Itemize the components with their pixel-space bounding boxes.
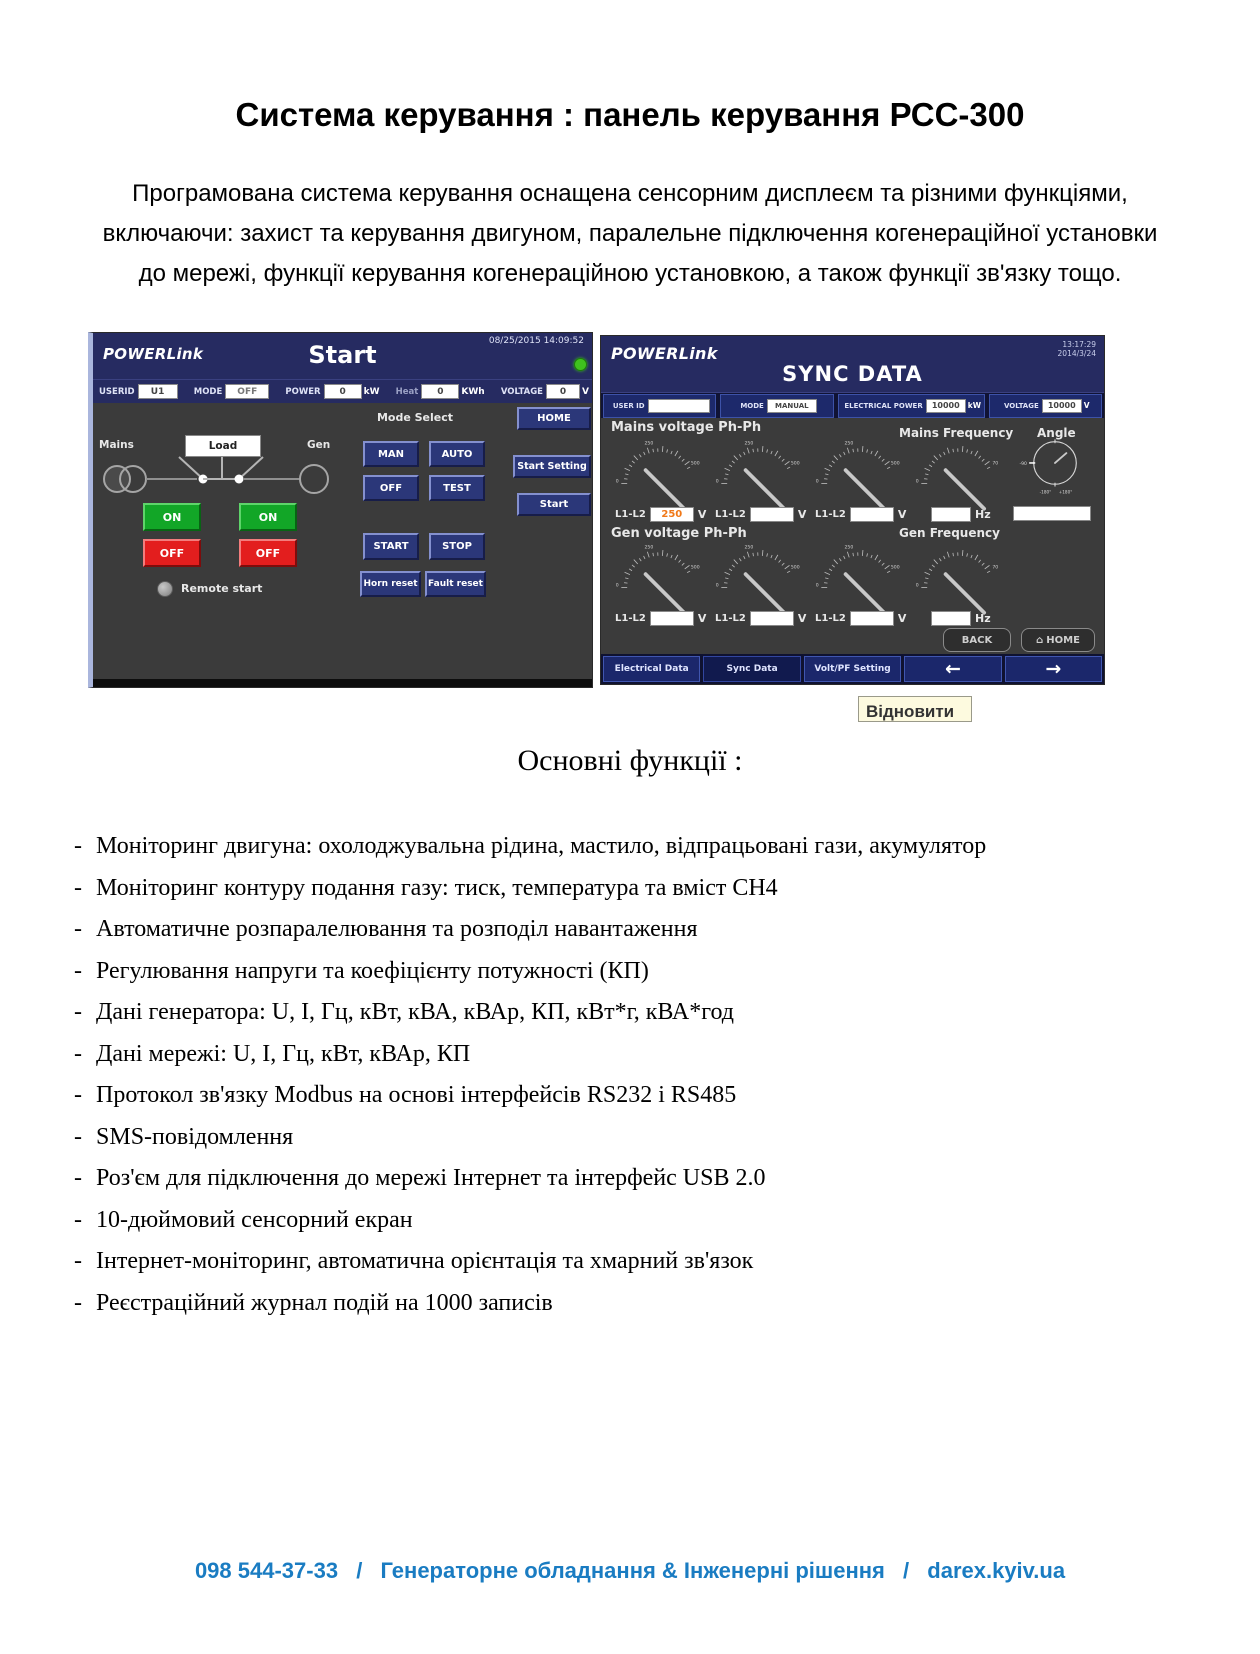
gen-frequency-input[interactable]: [931, 611, 971, 626]
svg-text:0: 0: [915, 583, 919, 589]
home-button[interactable]: HOME: [517, 407, 591, 430]
svg-text:500: 500: [890, 461, 900, 467]
voltage-label: VOLTAGE: [1004, 401, 1039, 410]
list-item: - Моніторинг двигуна: охолоджувальна рідина, мастило, відпрацьовані гази, акумулятор: [74, 833, 987, 859]
datetime-display: [1058, 340, 1096, 358]
start-setting-button[interactable]: Start Setting: [513, 455, 591, 478]
voltage-unit: V: [1083, 401, 1090, 410]
phase-label: L1-L2: [615, 612, 646, 624]
sync-tab-bar: [601, 654, 1104, 684]
mains-voltage-gauge-2: [713, 440, 805, 502]
features-list: [74, 826, 1204, 1324]
svg-text:500: 500: [890, 565, 900, 571]
volt-unit: V: [697, 611, 707, 625]
mode-input[interactable]: MANUAL: [767, 399, 817, 413]
gen-breaker-off-button[interactable]: OFF: [239, 539, 297, 567]
svg-text:250: 250: [644, 545, 654, 551]
auto-button[interactable]: AUTO: [429, 441, 485, 467]
mains-l1l2-input-2[interactable]: [750, 507, 794, 522]
start-button[interactable]: START: [363, 533, 419, 560]
list-item: - Дані генератора: U, I, Гц, кВт, кВА, кВАр, КП, кВт*г, кВА*год: [74, 999, 734, 1025]
footer-phone: 098 544-37-33: [194, 1558, 339, 1583]
svg-text:500: 500: [690, 565, 700, 571]
home-button[interactable]: ⌂ HOME: [1021, 628, 1095, 652]
svg-text:0: 0: [915, 479, 919, 485]
svg-text:0: 0: [815, 479, 819, 485]
svg-text:-180°: -180°: [1039, 489, 1052, 495]
svg-text:-90: -90: [1019, 461, 1027, 467]
mains-frequency-input[interactable]: [931, 507, 971, 522]
svg-text:+180°: +180°: [1058, 489, 1073, 495]
prev-page-arrow-icon[interactable]: ←: [904, 656, 1001, 682]
mains-breaker-off-button[interactable]: OFF: [143, 539, 201, 567]
mains-label: Mains: [99, 439, 134, 451]
mains-l1l2-input-3[interactable]: [850, 507, 894, 522]
list-item: - 10-дюймовий сенсорний екран: [74, 1206, 413, 1233]
svg-text:0: 0: [815, 583, 819, 589]
mains-voltage-gauge-3: [813, 440, 905, 502]
freq-unit: Hz: [975, 507, 991, 521]
intro-paragraph: Програмована система керування оснащена сенсорним дисплеєм та різними функціями, включаючи: захист та керування двигуном, паралельне підключення когенераційної установки до мережі, функції керування когенераційною установкою, а також функції зв'язку тощо.: [102, 180, 1158, 287]
sync-status-bar: [601, 392, 1104, 418]
status-indicator-green: [574, 358, 587, 371]
page-title: Система керування : панель керування РСС-300: [235, 96, 1025, 134]
gen-breaker-on-button[interactable]: ON: [239, 503, 297, 531]
gen-voltage-gauge-3: [813, 544, 905, 606]
electrical-power-unit: kW: [967, 401, 981, 410]
power-input[interactable]: 0: [324, 384, 362, 399]
list-item: - Реєстраційний журнал подій на 1000 записів: [74, 1289, 553, 1316]
sync-screen-title: SYNC DATA: [782, 362, 923, 386]
footer-separator: /: [356, 1558, 363, 1583]
volt-unit: V: [797, 507, 807, 521]
user-id-label: USER ID: [612, 401, 645, 410]
voltage-unit: V: [581, 386, 589, 397]
start-status-bar: [93, 379, 592, 403]
start-bottom-strip: [93, 679, 592, 687]
tab-electrical-data[interactable]: Electrical Data: [603, 656, 700, 682]
gen-voltage-gauge-2: [713, 544, 805, 606]
powerlink-logo: POWERLink: [611, 344, 718, 363]
phase-label: L1-L2: [815, 508, 846, 520]
mains-breaker-on-button[interactable]: ON: [143, 503, 201, 531]
list-item: - Інтернет-моніторинг, автоматична орієнтація та хмарний зв'язок: [74, 1248, 754, 1274]
volt-unit: V: [897, 507, 907, 521]
fault-reset-button[interactable]: Fault reset: [425, 571, 486, 597]
voltage-label: VOLTAGE: [500, 386, 543, 397]
tab-sync-data[interactable]: Sync Data: [703, 656, 800, 682]
userid-input[interactable]: U1: [138, 384, 178, 399]
man-button[interactable]: MAN: [363, 441, 419, 467]
mode-label: MODE: [193, 386, 223, 397]
remote-start-indicator: [157, 581, 173, 597]
gen-voltage-gauge-1: [613, 544, 705, 606]
svg-text:250: 250: [844, 545, 854, 551]
page-footer: [0, 1558, 1260, 1584]
svg-text:250: 250: [744, 545, 754, 551]
mains-frequency-section-label: Mains Frequency: [899, 426, 1014, 440]
voltage-input[interactable]: 10000: [1042, 399, 1082, 413]
gen-label: Gen: [307, 439, 331, 451]
angle-input[interactable]: [1013, 506, 1091, 521]
heat-unit: KWh: [461, 386, 485, 397]
powerlink-logo: POWERLink: [103, 345, 204, 363]
sync-header: [601, 336, 1104, 392]
power-unit: kW: [363, 386, 380, 397]
electrical-power-label: ELECTRICAL POWER: [844, 401, 923, 410]
footer-site-link[interactable]: darex.kyiv.ua: [927, 1558, 1066, 1583]
heat-input[interactable]: 0: [421, 384, 459, 399]
next-page-arrow-icon[interactable]: →: [1005, 656, 1102, 682]
phase-label: L1-L2: [815, 612, 846, 624]
mains-frequency-gauge: [913, 440, 1005, 502]
list-item: - Моніторинг контуру подання газу: тиск, температура та вміст CH4: [74, 874, 778, 901]
svg-text:0: 0: [715, 583, 719, 589]
back-button[interactable]: BACK: [943, 628, 1011, 652]
phase-label: L1-L2: [715, 508, 746, 520]
list-item: - SMS-повідомлення: [74, 1123, 294, 1150]
home-icon: ⌂: [1036, 634, 1044, 646]
remote-start-label: Remote start: [181, 582, 263, 595]
power-label: POWER: [285, 386, 321, 397]
gen-voltage-section-label: Gen voltage Ph-Ph: [611, 526, 747, 541]
gen-frequency-section-label: Gen Frequency: [899, 526, 1000, 540]
start-side-button[interactable]: Start: [517, 493, 591, 516]
svg-text:250: 250: [644, 441, 654, 447]
mode-label: MODE: [740, 401, 764, 410]
svg-text:0: 0: [615, 583, 619, 589]
angle-section-label: Angle: [1037, 426, 1076, 440]
svg-text:70: 70: [992, 565, 999, 571]
date-display: 2014/3/24: [1057, 349, 1096, 358]
heat-label: Heat: [395, 386, 419, 397]
svg-text:250: 250: [844, 441, 854, 447]
freq-unit: Hz: [975, 611, 991, 625]
volt-unit: V: [697, 507, 707, 521]
mode-input[interactable]: OFF: [225, 384, 269, 399]
phase-label: L1-L2: [715, 612, 746, 624]
sync-body: [601, 418, 1104, 654]
start-screen-panel: [88, 332, 593, 688]
gen-l1l2-input[interactable]: [650, 611, 694, 626]
gen-l1l2-input-3[interactable]: [850, 611, 894, 626]
svg-text:500: 500: [790, 565, 800, 571]
stop-button[interactable]: STOP: [429, 533, 485, 560]
user-id-input[interactable]: [648, 399, 710, 413]
sync-data-panel: [600, 335, 1105, 685]
features-heading: Основні функції :: [517, 744, 743, 777]
mode-select-label: Mode Select: [376, 411, 454, 424]
footer-separator: /: [903, 1558, 910, 1583]
gen-frequency-gauge: [913, 544, 1005, 606]
list-item: - Роз'єм для підключення до мережі Інтернет та інтерфейс USB 2.0: [74, 1165, 766, 1191]
svg-text:500: 500: [690, 461, 700, 467]
start-header: [93, 333, 592, 379]
datetime-display: 08/25/2015 14:09:52: [488, 336, 584, 346]
list-item: - Регулювання напруги та коефіцієнту потужності (КП): [74, 957, 649, 984]
userid-label: USERID: [99, 386, 135, 397]
tab-volt-pf-setting[interactable]: Volt/PF Setting: [804, 656, 901, 682]
volt-unit: V: [797, 611, 807, 625]
mains-voltage-gauge-1: [613, 440, 705, 502]
phase-label: L1-L2: [615, 508, 646, 520]
list-item: - Дані мережі: U, I, Гц, кВт, кВАр, КП: [74, 1040, 471, 1067]
footer-company: Генераторне обладнання & Інженерні рішення: [380, 1558, 885, 1583]
start-screen-title: Start: [308, 341, 377, 369]
off-mode-button[interactable]: OFF: [363, 475, 419, 501]
restore-tooltip: Відновити: [858, 696, 972, 722]
mains-l1l2-input[interactable]: 250: [650, 507, 694, 522]
load-box: Load: [185, 435, 261, 457]
list-item: - Протокол зв'язку Modbus на основі інтерфейсів RS232 і RS485: [74, 1082, 737, 1108]
mains-voltage-section-label: Mains voltage Ph-Ph: [611, 420, 762, 435]
svg-text:0: 0: [615, 479, 619, 485]
electrical-power-input[interactable]: 10000: [926, 399, 966, 413]
svg-text:500: 500: [790, 461, 800, 467]
horn-reset-button[interactable]: Horn reset: [360, 571, 421, 597]
volt-unit: V: [897, 611, 907, 625]
gen-l1l2-input-2[interactable]: [750, 611, 794, 626]
start-body: [93, 403, 592, 679]
svg-text:70: 70: [992, 461, 999, 467]
svg-text:0: 0: [715, 479, 719, 485]
time-display: 13:17:29: [1062, 340, 1096, 349]
voltage-input[interactable]: 0: [546, 384, 580, 399]
angle-dial-gauge: [1017, 432, 1093, 500]
svg-text:250: 250: [744, 441, 754, 447]
test-button[interactable]: TEST: [429, 475, 485, 501]
list-item: - Автоматичне розпаралелювання та розподіл навантаження: [74, 916, 698, 942]
